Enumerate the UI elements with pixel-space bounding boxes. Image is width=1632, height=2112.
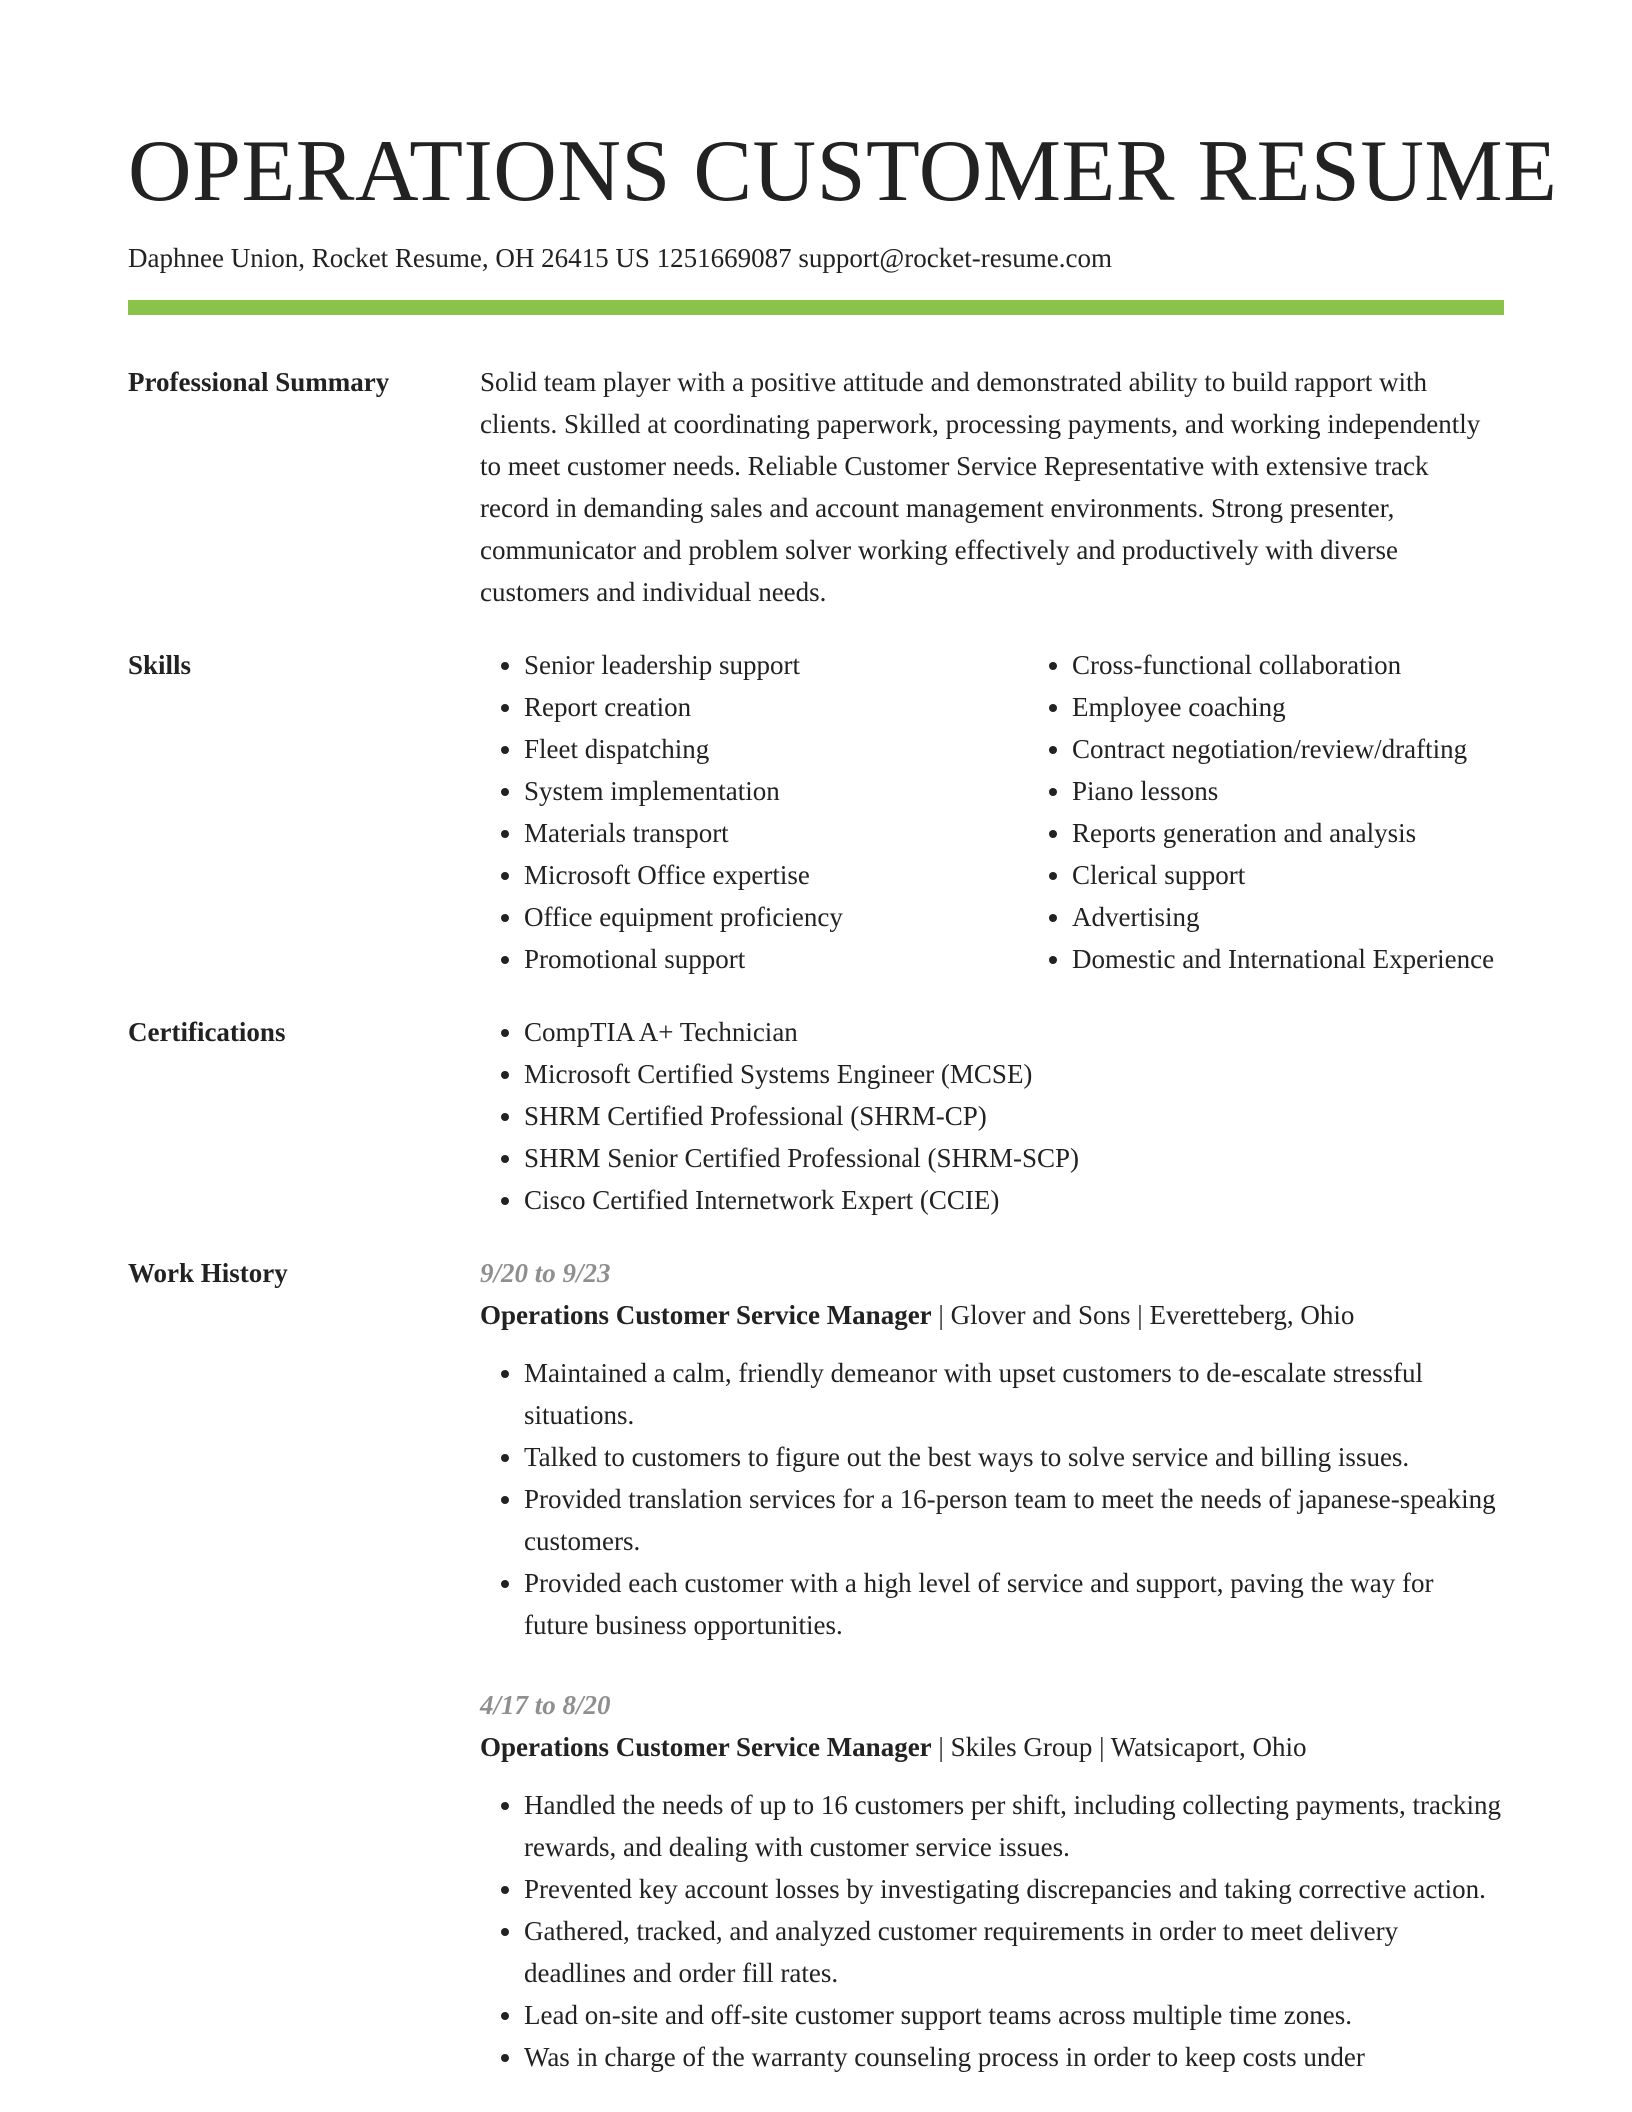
job-employer-location: | Glover and Sons | Everetteberg, Ohio (931, 1300, 1355, 1330)
skills-heading: Skills (128, 650, 192, 680)
skill-item: • Cross-functional collaboration (1072, 644, 1504, 686)
summary-text: Solid team player with a positive attitude and demonstrated ability to build rapport with clients. Skilled at coordinating paperwork, processing payments, and working independently to meet customer needs. Reliable Customer Service Representative with extensive track record in demanding sales and account management environments. Strong presenter, communicator and problem solver working effectively and productively with diverse customers and individual needs. (480, 367, 1481, 607)
summary-heading: Professional Summary (128, 367, 390, 397)
skill-item: • Employee coaching (1072, 686, 1504, 728)
skill-item: • Clerical support (1072, 854, 1504, 896)
skill-item: • Domestic and International Experience (1072, 938, 1504, 980)
job-dates: 9/20 to 9/23 (480, 1258, 611, 1288)
skill-item: • Piano lessons (1072, 770, 1504, 812)
job-entry (480, 1684, 1504, 2078)
job-bullet: • Maintained a calm, friendly demeanor with upset customers to de-escalate stressful situations. (524, 1352, 1504, 1436)
certification-item: • CompTIA A+ Technician (524, 1011, 1504, 1053)
skills-list-right (1028, 644, 1504, 980)
skill-item: • Contract negotiation/review/drafting (1072, 728, 1504, 770)
skill-item: • Microsoft Office expertise (524, 854, 1028, 896)
skill-item: • Advertising (1072, 896, 1504, 938)
work-history-heading: Work History (128, 1258, 288, 1288)
skills-list-left (480, 644, 1028, 980)
skill-item: • Report creation (524, 686, 1028, 728)
resume-page (128, 0, 1558, 2078)
skill-item: • Office equipment proficiency (524, 896, 1028, 938)
job-bullets (480, 1784, 1504, 2078)
resume-title: OPERATIONS CUSTOMER RESUME (128, 123, 1558, 220)
job-bullet: • Talked to customers to figure out the best ways to solve service and billing issues. (524, 1436, 1504, 1478)
job-title: Operations Customer Service Manager (480, 1732, 932, 1762)
skill-item: • System implementation (524, 770, 1028, 812)
job-heading (480, 1726, 1504, 1768)
job-bullet: • Gathered, tracked, and analyzed customer requirements in order to meet delivery deadlines and order fill rates. (524, 1910, 1504, 1994)
contact-line: Daphnee Union, Rocket Resume, OH 26415 US 1251669087 support@rocket-resume.com (128, 243, 1112, 273)
certification-item: • Microsoft Certified Systems Engineer (MCSE) (524, 1053, 1504, 1095)
job-bullet: • Provided translation services for a 16-person team to meet the needs of japanese-speaking customers. (524, 1478, 1504, 1562)
job-entry (480, 1252, 1504, 1646)
job-bullets (480, 1352, 1504, 1646)
job-heading (480, 1294, 1504, 1336)
skill-item: • Reports generation and analysis (1072, 812, 1504, 854)
skill-item: • Senior leadership support (524, 644, 1028, 686)
certifications-section (128, 1011, 1504, 1221)
job-employer-location: | Skiles Group | Watsicaport, Ohio (931, 1732, 1307, 1762)
certification-item: • Cisco Certified Internetwork Expert (CCIE) (524, 1179, 1504, 1221)
job-bullet: • Prevented key account losses by investigating discrepancies and taking corrective action. (524, 1868, 1504, 1910)
skill-item: • Fleet dispatching (524, 728, 1028, 770)
certification-item: • SHRM Senior Certified Professional (SHRM-SCP) (524, 1137, 1504, 1179)
certification-item: • SHRM Certified Professional (SHRM-CP) (524, 1095, 1504, 1137)
accent-divider (128, 300, 1504, 315)
job-dates: 4/17 to 8/20 (480, 1690, 611, 1720)
job-bullet: • Lead on-site and off-site customer support teams across multiple time zones. (524, 1994, 1504, 2036)
job-bullet: • Provided each customer with a high level of service and support, paving the way for future business opportunities. (524, 1562, 1504, 1646)
work-history-section (128, 1252, 1504, 2078)
skill-item: • Promotional support (524, 938, 1028, 980)
skill-item: • Materials transport (524, 812, 1028, 854)
certifications-heading: Certifications (128, 1017, 286, 1047)
job-bullet: • Was in charge of the warranty counseling process in order to keep costs under (524, 2036, 1504, 2078)
job-bullet: • Handled the needs of up to 16 customers per shift, including collecting payments, tracking rewards, and dealing with customer service issues. (524, 1784, 1504, 1868)
summary-section (128, 361, 1504, 613)
skills-section (128, 644, 1504, 980)
job-title: Operations Customer Service Manager (480, 1300, 932, 1330)
certifications-list (480, 1011, 1504, 1221)
